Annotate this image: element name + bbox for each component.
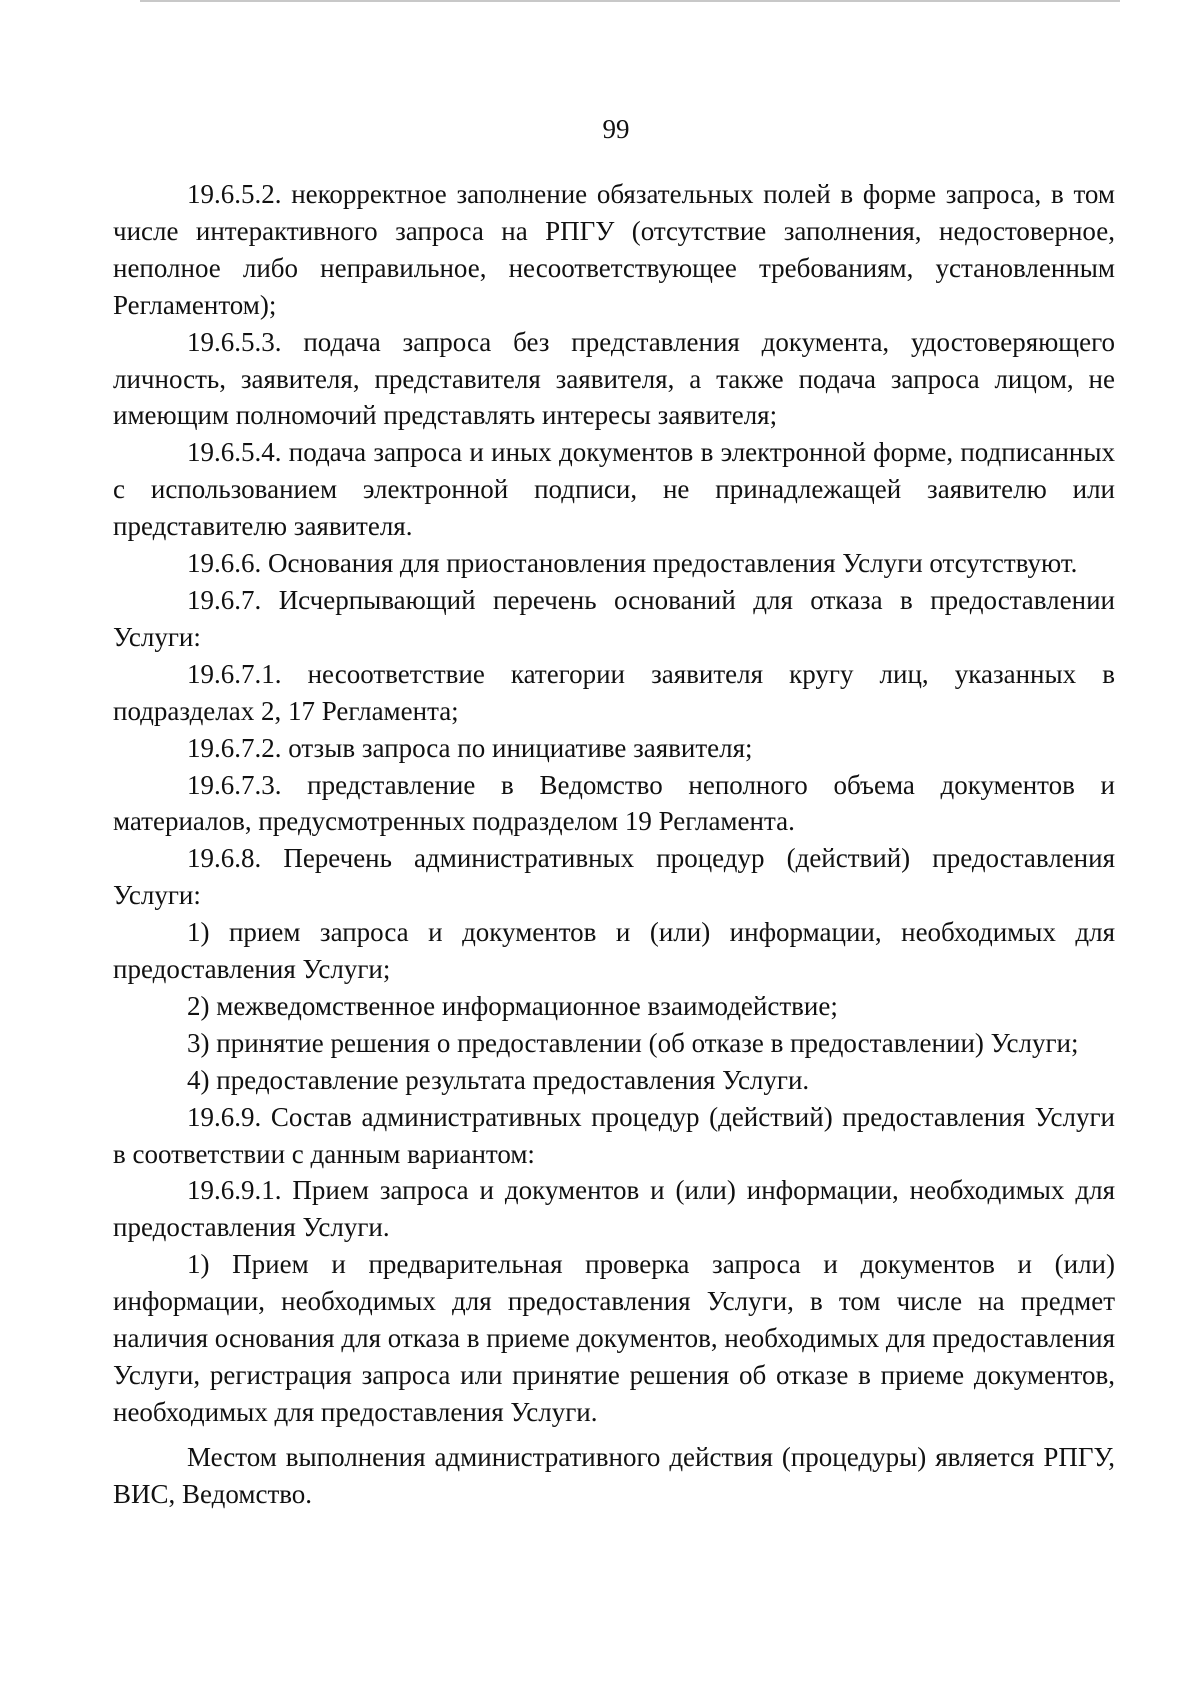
list-item-procedure-2: 2) межведомственное информационное взаимодействие;	[187, 990, 838, 1021]
list-item-procedure-1: 1) прием запроса и документов и (или) информации, необходимых для предоставления Услуги;	[113, 917, 1115, 985]
paragraph-19-6-7-3: 19.6.7.3. представление в Ведомство неполного объема документов и материалов, предусмотренных подразделом 19 Регламента.	[113, 769, 1115, 837]
list-item-action-1: 1) Прием и предварительная проверка запроса и документов и (или) информации, необходимых для предоставления Услуги, в том числе на предмет наличия основания для отказа в приеме документов, необходимых для предоставления Услуги, регистрация запроса или принятие решения об отказе в приеме документов, необходимых для предоставления Услуги.	[113, 1249, 1115, 1427]
list-item-procedure-4: 4) предоставление результата предоставления Услуги.	[187, 1064, 810, 1095]
paragraph-19-6-7-1: 19.6.7.1. несоответствие категории заявителя кругу лиц, указанных в подразделах 2, 17 Регламента;	[113, 658, 1115, 726]
page-number: 99	[602, 114, 630, 144]
paragraph-19-6-5-3: 19.6.5.3. подача запроса без представления документа, удостоверяющего личность, заявителя, представителя заявителя, а также подача запроса лицом, не имеющим полномочий представлять интересы заявителя;	[113, 326, 1115, 431]
paragraph-place-of-execution: Местом выполнения административного действия (процедуры) является РПГУ, ВИС, Ведомство.	[113, 1441, 1115, 1509]
paragraph-19-6-8: 19.6.8. Перечень административных процедур (действий) предоставления Услуги:	[113, 843, 1115, 911]
paragraph-19-6-5-2: 19.6.5.2. некорректное заполнение обязательных полей в форме запроса, в том числе интерактивного запроса на РПГУ (отсутствие заполнения, недостоверное, неполное либо неправильное, несоответствующее требованиям, установленным Регламентом);	[113, 179, 1115, 320]
document-body	[113, 176, 1115, 1513]
paragraph-19-6-5-4: 19.6.5.4. подача запроса и иных документов в электронной форме, подписанных с использованием электронной подписи, не принадлежащей заявителю или представителю заявителя.	[113, 437, 1115, 542]
list-item-procedure-3: 3) принятие решения о предоставлении (об отказе в предоставлении) Услуги;	[187, 1027, 1079, 1058]
paragraph-19-6-9: 19.6.9. Состав административных процедур (действий) предоставления Услуги в соответствии с данным вариантом:	[113, 1101, 1115, 1169]
paragraph-19-6-9-1: 19.6.9.1. Прием запроса и документов и (или) информации, необходимых для предоставления Услуги.	[113, 1175, 1115, 1243]
paragraph-19-6-7: 19.6.7. Исчерпывающий перечень оснований для отказа в предоставлении Услуги:	[113, 584, 1115, 652]
paragraph-19-6-6: 19.6.6. Основания для приостановления предоставления Услуги отсутствуют.	[187, 548, 1078, 579]
paragraph-19-6-7-2: 19.6.7.2. отзыв запроса по инициативе заявителя;	[187, 732, 753, 763]
scan-edge-line	[140, 0, 1120, 2]
